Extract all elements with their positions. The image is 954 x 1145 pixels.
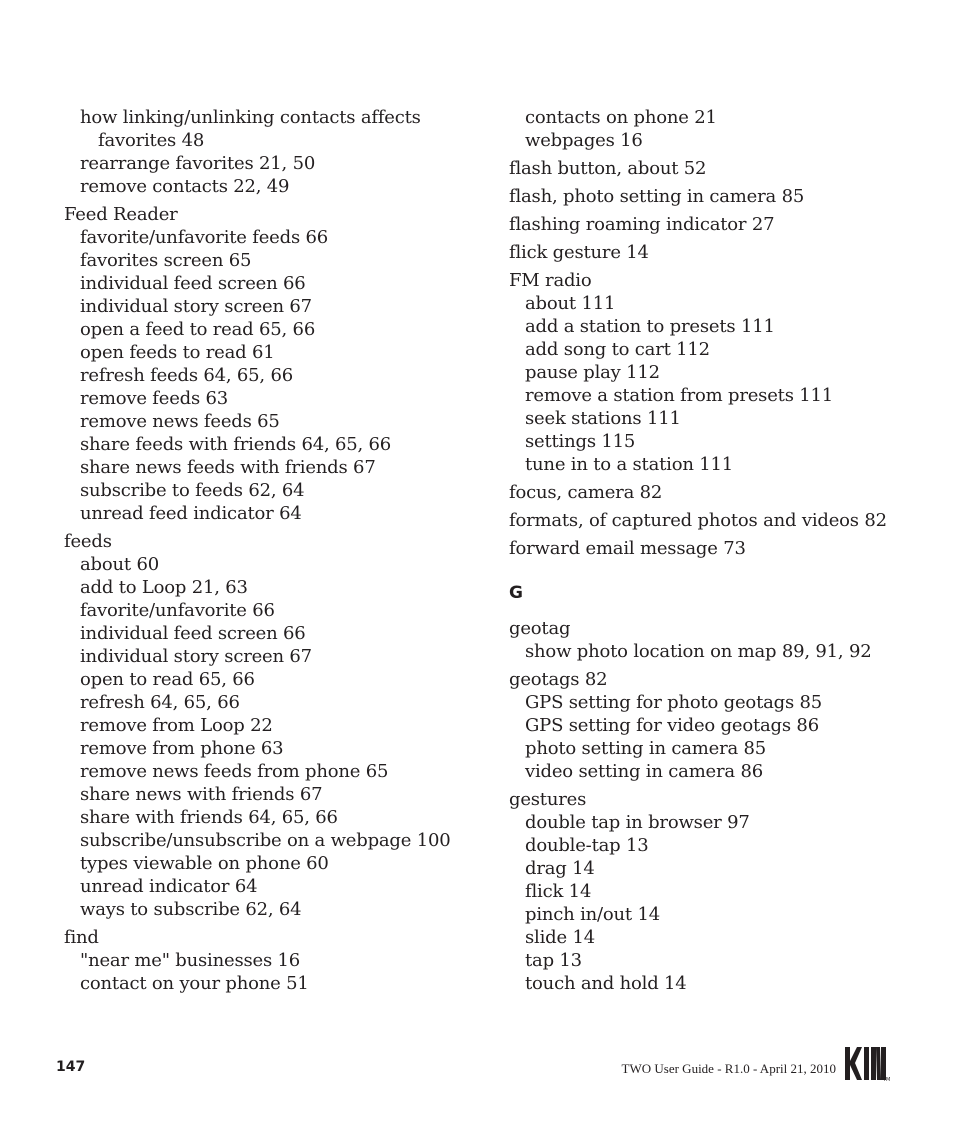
index-subterm: pinch in/out 14 [525,904,660,925]
index-subterm: remove contacts 22, 49 [80,176,290,197]
index-subterm: types viewable on phone 60 [80,853,329,874]
index-subterm: double tap in browser 97 [525,812,750,833]
index-entry [509,788,929,995]
page-number: 147 [56,1059,86,1075]
index-subterm: subscribe to feeds 62, 64 [80,480,305,501]
kin-logo [845,1046,891,1082]
index-subterm: individual story screen 67 [80,646,312,667]
index-term: geotag [509,618,571,639]
index-subterm: add song to cart 112 [525,339,710,360]
index-subterm: about 111 [525,293,616,314]
index-term: find [64,927,99,948]
index-subterm: share feeds with friends 64, 65, 66 [80,434,392,455]
index-subterm: share news feeds with friends 67 [80,457,376,478]
index-subterm: show photo location on map 89, 91, 92 [525,641,872,662]
index-subterm: favorite/unfavorite 66 [80,600,275,621]
index-term: geotags 82 [509,669,608,690]
index-subterm: open feeds to read 61 [80,342,275,363]
index-subterm: GPS setting for video geotags 86 [525,715,819,736]
index-entry [509,106,929,152]
index-subterm: add to Loop 21, 63 [80,577,248,598]
index-subterm: contact on your phone 51 [80,973,309,994]
index-subterm: favorite/unfavorite feeds 66 [80,227,329,248]
index-entry [509,509,929,532]
index-term: Feed Reader [64,204,178,225]
index-entry [509,668,929,783]
index-subterm: tap 13 [525,950,582,971]
index-continuation: favorites 48 [98,130,205,151]
index-entry [509,213,929,236]
footer-guide-text: TWO User Guide - R1.0 - April 21, 2010 [621,1061,836,1076]
index-subterm: favorites screen 65 [80,250,252,271]
index-term: focus, camera 82 [509,482,663,503]
index-subterm: remove news feeds from phone 65 [80,761,389,782]
index-entry [509,241,929,264]
index-subterm: refresh 64, 65, 66 [80,692,240,713]
index-subterm: individual story screen 67 [80,296,312,317]
index-subterm: tune in to a station 111 [525,454,734,475]
index-term: feeds [64,531,112,552]
index-entry [64,926,464,995]
index-term: gestures [509,789,587,810]
index-subterm: GPS setting for photo geotags 85 [525,692,823,713]
index-subterm: remove from phone 63 [80,738,284,759]
index-entry [509,185,929,208]
index-subterm: open to read 65, 66 [80,669,255,690]
index-column-right [509,106,929,1000]
index-entry [509,537,929,560]
index-subterm: remove feeds 63 [80,388,229,409]
trademark-mark: TM [883,1077,891,1082]
index-subterm: open a feed to read 65, 66 [80,319,316,340]
index-entry [64,203,464,525]
index-term: formats, of captured photos and videos 82 [509,510,887,531]
section-letter-heading: G [509,583,523,603]
index-subterm: share news with friends 67 [80,784,323,805]
index-subterm: contacts on phone 21 [525,107,717,128]
index-subterm: remove from Loop 22 [80,715,273,736]
index-subterm: rearrange favorites 21, 50 [80,153,316,174]
index-subterm: about 60 [80,554,159,575]
index-subterm: remove a station from presets 111 [525,385,834,406]
index-term: flashing roaming indicator 27 [509,214,775,235]
index-entry [64,530,464,921]
index-subterm: touch and hold 14 [525,973,687,994]
index-subterm: unread feed indicator 64 [80,503,302,524]
index-term: flash button, about 52 [509,158,707,179]
index-subterm: ways to subscribe 62, 64 [80,899,302,920]
index-subterm: refresh feeds 64, 65, 66 [80,365,293,386]
index-subterm: webpages 16 [525,130,643,151]
index-subterm: unread indicator 64 [80,876,258,897]
index-subterm: share with friends 64, 65, 66 [80,807,338,828]
index-entry [509,481,929,504]
index-subterm: seek stations 111 [525,408,681,429]
index-column-left [64,106,464,1000]
index-term: flash, photo setting in camera 85 [509,186,805,207]
index-entry [509,269,929,476]
index-subterm: pause play 112 [525,362,660,383]
index-subterm: video setting in camera 86 [525,761,763,782]
index-subterm: add a station to presets 111 [525,316,775,337]
index-term: forward email message 73 [509,538,746,559]
index-subterm: individual feed screen 66 [80,273,306,294]
index-subterm: double-tap 13 [525,835,649,856]
index-subterm: how linking/unlinking contacts affects [80,107,421,128]
index-subterm: flick 14 [525,881,592,902]
index-subterm: remove news feeds 65 [80,411,280,432]
index-subterm: photo setting in camera 85 [525,738,767,759]
index-entry [509,157,929,180]
index-subterm: individual feed screen 66 [80,623,306,644]
index-subterm: drag 14 [525,858,595,879]
index-subterm: subscribe/unsubscribe on a webpage 100 [80,830,451,851]
index-entry [509,617,929,663]
index-entry [64,106,464,198]
index-subterm: slide 14 [525,927,595,948]
index-subterm: "near me" businesses 16 [80,950,301,971]
index-term: FM radio [509,270,592,291]
index-subterm: settings 115 [525,431,636,452]
index-term: flick gesture 14 [509,242,649,263]
